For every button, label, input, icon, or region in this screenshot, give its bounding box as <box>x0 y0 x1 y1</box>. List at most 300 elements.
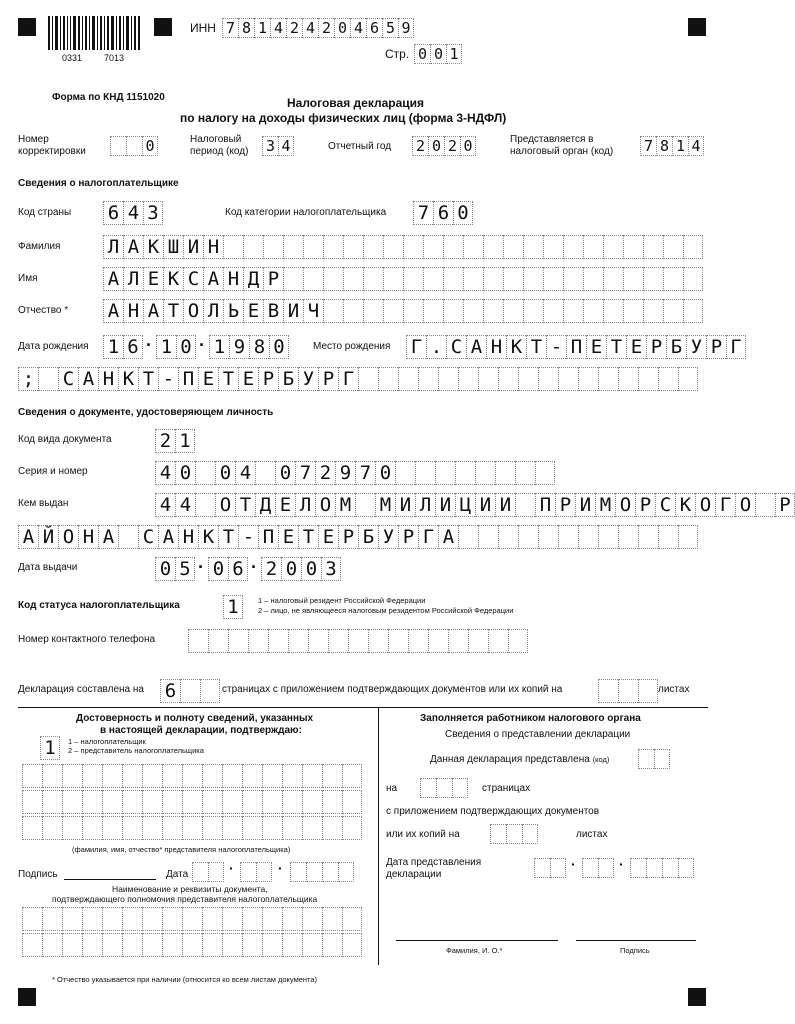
representative-name-line3[interactable] <box>22 816 362 840</box>
char-cell <box>683 267 703 291</box>
char-cell: 1 <box>223 595 243 619</box>
date-dot: · <box>198 557 204 577</box>
char-cell <box>122 933 142 957</box>
char-cell: 1 <box>175 429 195 453</box>
char-cell: Г <box>418 525 438 549</box>
char-cell: 6 <box>123 335 143 359</box>
char-cell: О <box>735 493 755 517</box>
char-cell <box>62 816 82 840</box>
birth-month-field[interactable] <box>156 335 196 359</box>
char-cell: Р <box>555 493 575 517</box>
char-cell: 9 <box>398 18 414 38</box>
char-cell <box>498 525 518 549</box>
char-cell: 0 <box>453 201 473 225</box>
char-cell <box>322 764 342 788</box>
corner-marker-top-left <box>18 18 36 36</box>
authority-field[interactable] <box>640 136 704 156</box>
char-cell <box>202 907 222 931</box>
char-cell: 5 <box>175 557 195 581</box>
char-cell <box>222 790 242 814</box>
char-cell <box>508 629 528 653</box>
char-cell <box>282 907 302 931</box>
char-cell <box>420 778 436 798</box>
char-cell <box>82 907 102 931</box>
char-cell: В <box>263 299 283 323</box>
char-cell <box>563 267 583 291</box>
char-cell: - <box>158 367 178 391</box>
char-cell: 4 <box>302 18 318 38</box>
doc-issuer-field-line1[interactable] <box>155 493 795 517</box>
char-cell <box>22 816 42 840</box>
char-cell: 2 <box>286 18 302 38</box>
char-cell: Д <box>255 493 275 517</box>
inn-label: ИНН <box>190 21 216 35</box>
char-cell: М <box>335 493 355 517</box>
birthplace-field-line2[interactable] <box>18 367 698 391</box>
char-cell: Б <box>278 367 298 391</box>
char-cell <box>202 764 222 788</box>
copies-label: или их копий на <box>386 829 460 840</box>
char-cell: Р <box>646 335 666 359</box>
char-cell: О <box>315 493 335 517</box>
char-cell <box>363 267 383 291</box>
char-cell: 0 <box>215 461 235 485</box>
birth-year-field[interactable] <box>209 335 289 359</box>
attachments-count-field[interactable] <box>598 679 658 703</box>
page-label: Стр. <box>385 47 410 61</box>
officer-sign-line[interactable] <box>576 939 696 941</box>
char-cell <box>22 790 42 814</box>
footnote: * Отчество указывается при наличии (относится ко всем листам документа) <box>52 975 318 984</box>
doc-issuer-label: Кем выдан <box>18 498 69 509</box>
birthplace-field-line1[interactable] <box>406 335 746 359</box>
char-cell <box>463 299 483 323</box>
char-cell: 3 <box>262 136 278 156</box>
form-code: Форма по КНД 1151020 <box>52 92 165 103</box>
char-cell: И <box>495 493 515 517</box>
char-cell: 0 <box>414 44 430 64</box>
correction-field[interactable] <box>110 136 158 156</box>
copies-field[interactable] <box>490 824 538 844</box>
char-cell: О <box>215 493 235 517</box>
char-cell: 1 <box>254 18 270 38</box>
char-cell <box>162 764 182 788</box>
char-cell <box>62 790 82 814</box>
char-cell: 9 <box>335 461 355 485</box>
char-cell <box>383 235 403 259</box>
char-cell <box>162 933 182 957</box>
category-label: Код категории налогоплательщика <box>225 207 387 218</box>
char-cell: Е <box>626 335 646 359</box>
char-cell: О <box>695 493 715 517</box>
char-cell: П <box>178 367 198 391</box>
form-title-line2: по налогу на доходы физических лиц (форма 3-НДФЛ) <box>180 111 507 125</box>
char-cell <box>408 629 428 653</box>
bottom-section-top-border <box>18 707 708 709</box>
char-cell <box>303 235 323 259</box>
char-cell: 2 <box>261 557 281 581</box>
char-cell: М <box>595 493 615 517</box>
date-dot: · <box>251 557 257 577</box>
char-cell: А <box>466 335 486 359</box>
pages-suffix: листах <box>658 684 690 695</box>
char-cell: К <box>675 493 695 517</box>
char-cell <box>42 764 62 788</box>
char-cell <box>302 764 322 788</box>
char-cell <box>188 629 208 653</box>
char-cell <box>583 299 603 323</box>
char-cell <box>423 299 443 323</box>
char-cell <box>638 525 658 549</box>
char-cell <box>523 299 543 323</box>
char-cell <box>678 858 694 878</box>
char-cell <box>242 933 262 957</box>
char-cell: И <box>435 493 455 517</box>
char-cell: 2 <box>318 18 334 38</box>
char-cell: А <box>143 299 163 323</box>
char-cell: Р <box>635 493 655 517</box>
char-cell <box>623 299 643 323</box>
char-cell: 7 <box>355 461 375 485</box>
char-cell: Е <box>318 525 338 549</box>
char-cell <box>538 367 558 391</box>
char-cell <box>403 267 423 291</box>
char-cell: Г <box>338 367 358 391</box>
char-cell: О <box>183 299 203 323</box>
corner-marker-bottom-right <box>688 988 706 1006</box>
char-cell: 1 <box>446 44 462 64</box>
char-cell: 4 <box>278 136 294 156</box>
char-cell: 6 <box>366 18 382 38</box>
date-dot: · <box>146 335 152 355</box>
char-cell: 1 <box>672 136 688 156</box>
char-cell: 0 <box>430 44 446 64</box>
receipt-date-label-2: декларации <box>386 869 442 880</box>
char-cell <box>378 367 398 391</box>
char-cell: Е <box>238 367 258 391</box>
authority-doc-line2[interactable] <box>22 933 362 957</box>
surname-field[interactable] <box>103 235 703 259</box>
char-cell <box>403 235 423 259</box>
char-cell <box>142 933 162 957</box>
char-cell: Е <box>586 335 606 359</box>
char-cell <box>282 764 302 788</box>
char-cell <box>262 933 282 957</box>
char-cell: 0 <box>155 557 175 581</box>
doc-issuer-field-line2[interactable] <box>18 525 698 549</box>
char-cell <box>515 461 535 485</box>
char-cell <box>683 235 703 259</box>
doc-series-field[interactable] <box>155 461 555 485</box>
authority-doc-line1[interactable] <box>22 907 362 931</box>
char-cell <box>306 862 322 882</box>
char-cell <box>403 299 423 323</box>
pages-received-field[interactable] <box>420 778 468 798</box>
char-cell <box>262 764 282 788</box>
char-cell: 6 <box>228 557 248 581</box>
char-cell <box>38 367 58 391</box>
char-cell: О <box>615 493 635 517</box>
char-cell <box>543 299 563 323</box>
char-cell: 0 <box>428 136 444 156</box>
char-cell: 4 <box>270 18 286 38</box>
char-cell: А <box>123 235 143 259</box>
char-cell <box>42 933 62 957</box>
char-cell <box>343 235 363 259</box>
char-cell <box>578 367 598 391</box>
representative-name-line1[interactable] <box>22 764 362 788</box>
char-cell: Р <box>258 367 278 391</box>
char-cell <box>122 790 142 814</box>
char-cell: Т <box>218 525 238 549</box>
char-cell: Ч <box>303 299 323 323</box>
char-cell: 0 <box>175 461 195 485</box>
char-cell <box>518 525 538 549</box>
corner-marker-bottom-left <box>18 988 36 1006</box>
birthdate-label: Дата рождения <box>18 341 89 352</box>
char-cell <box>418 367 438 391</box>
char-cell: 4 <box>175 493 195 517</box>
char-cell: С <box>183 267 203 291</box>
char-cell: П <box>566 335 586 359</box>
char-cell <box>302 933 322 957</box>
char-cell: 1 <box>103 335 123 359</box>
sheets-label: листах <box>576 829 608 840</box>
name-label: Имя <box>18 273 38 284</box>
receipt-date-day[interactable] <box>534 858 566 878</box>
char-cell: Н <box>223 267 243 291</box>
char-cell <box>110 136 126 156</box>
receipt-date-year[interactable] <box>630 858 694 878</box>
char-cell <box>303 267 323 291</box>
status-field[interactable] <box>223 595 243 619</box>
char-cell <box>126 136 142 156</box>
char-cell <box>534 858 550 878</box>
char-cell <box>563 299 583 323</box>
char-cell: 0 <box>275 461 295 485</box>
char-cell: Т <box>235 493 255 517</box>
receipt-date-label-1: Дата представления <box>386 857 482 868</box>
char-cell: А <box>103 267 123 291</box>
char-cell <box>578 525 598 549</box>
char-cell <box>663 299 683 323</box>
char-cell <box>182 790 202 814</box>
category-field[interactable] <box>413 201 473 225</box>
char-cell: Л <box>103 235 123 259</box>
year-field[interactable] <box>412 136 476 156</box>
char-cell: Т <box>606 335 626 359</box>
char-cell <box>122 907 142 931</box>
char-cell: Т <box>163 299 183 323</box>
char-cell <box>643 267 663 291</box>
fio-caption: (фамилия, имя, отчество* представителя налогоплательщика) <box>72 845 291 854</box>
char-cell <box>475 461 495 485</box>
char-cell <box>118 525 138 549</box>
issue-year-field[interactable] <box>261 557 341 581</box>
phone-field[interactable] <box>188 629 528 653</box>
char-cell <box>598 858 614 878</box>
char-cell <box>342 764 362 788</box>
doc-issue-date-label: Дата выдачи <box>18 562 78 573</box>
date-dot: · <box>229 860 234 876</box>
char-cell <box>182 764 202 788</box>
char-cell <box>282 933 302 957</box>
char-cell: К <box>118 367 138 391</box>
char-cell <box>435 461 455 485</box>
officer-sign-caption: Подпись <box>620 946 650 955</box>
char-cell <box>322 933 342 957</box>
char-cell <box>506 824 522 844</box>
char-cell <box>208 862 224 882</box>
char-cell <box>182 816 202 840</box>
char-cell <box>646 858 662 878</box>
birthplace-label: Место рождения <box>313 341 391 352</box>
confirm-date-month[interactable] <box>240 862 272 882</box>
representative-name-line2[interactable] <box>22 790 362 814</box>
char-cell <box>603 235 623 259</box>
char-cell <box>468 629 488 653</box>
confirm-field[interactable] <box>40 736 60 760</box>
char-cell <box>343 299 363 323</box>
presented-label: Данная декларация представлена (код) <box>430 754 610 765</box>
page-number-field[interactable] <box>414 44 462 64</box>
char-cell <box>436 778 452 798</box>
char-cell <box>498 367 518 391</box>
char-cell: Р <box>318 367 338 391</box>
char-cell: 6 <box>103 201 123 225</box>
char-cell: 7 <box>413 201 433 225</box>
char-cell <box>22 764 42 788</box>
char-cell: 7 <box>295 461 315 485</box>
char-cell <box>102 933 122 957</box>
char-cell <box>490 824 506 844</box>
pages-prefix: Декларация составлена на <box>18 684 144 695</box>
char-cell <box>598 367 618 391</box>
doc-type-label: Код вида документа <box>18 434 112 445</box>
char-cell <box>242 907 262 931</box>
char-cell: Л <box>415 493 435 517</box>
char-cell: Л <box>295 493 315 517</box>
char-cell <box>550 858 566 878</box>
char-cell <box>358 367 378 391</box>
issue-month-field[interactable] <box>208 557 248 581</box>
char-cell: К <box>143 235 163 259</box>
doc-type-field[interactable] <box>155 429 195 453</box>
char-cell <box>478 367 498 391</box>
pages-count-field[interactable] <box>160 679 220 703</box>
confirm-date-day[interactable] <box>192 862 224 882</box>
char-cell: 1 <box>40 736 60 760</box>
char-cell: 7 <box>640 136 656 156</box>
char-cell <box>518 367 538 391</box>
char-cell <box>503 235 523 259</box>
patronymic-field[interactable] <box>103 299 703 323</box>
char-cell <box>683 299 703 323</box>
char-cell: Е <box>275 493 295 517</box>
period-field[interactable] <box>262 136 294 156</box>
patronymic-label: Отчество * <box>18 305 69 316</box>
char-cell: А <box>438 525 458 549</box>
officer-name-line[interactable] <box>396 939 558 941</box>
char-cell <box>208 629 228 653</box>
phone-label: Номер контактного телефона <box>18 634 156 645</box>
char-cell <box>458 367 478 391</box>
name-field[interactable] <box>103 267 703 291</box>
char-cell <box>582 858 598 878</box>
on-label: на <box>386 783 398 794</box>
char-cell: А <box>103 299 123 323</box>
char-cell: . <box>426 335 446 359</box>
char-cell <box>142 790 162 814</box>
char-cell <box>643 235 663 259</box>
char-cell: 1 <box>156 335 176 359</box>
char-cell <box>478 525 498 549</box>
char-cell: 0 <box>142 136 158 156</box>
char-cell <box>543 235 563 259</box>
signature-line[interactable] <box>64 878 156 880</box>
char-cell: 0 <box>269 335 289 359</box>
char-cell <box>22 933 42 957</box>
char-cell <box>192 862 208 882</box>
char-cell <box>654 749 670 769</box>
issue-day-field[interactable] <box>155 557 195 581</box>
char-cell: ; <box>18 367 38 391</box>
char-cell: А <box>18 525 38 549</box>
birth-day-field[interactable] <box>103 335 143 359</box>
char-cell: А <box>98 525 118 549</box>
presented-code-field[interactable] <box>638 749 670 769</box>
char-cell: Ц <box>455 493 475 517</box>
date-dot: · <box>199 335 205 355</box>
char-cell <box>368 629 388 653</box>
bottom-section-divider <box>378 707 380 965</box>
char-cell <box>398 367 418 391</box>
char-cell <box>180 679 200 703</box>
country-field[interactable] <box>103 201 163 225</box>
confirm-date-year[interactable] <box>290 862 354 882</box>
char-cell: 8 <box>249 335 269 359</box>
char-cell <box>515 493 535 517</box>
corner-marker-top-right <box>688 18 706 36</box>
char-cell <box>603 267 623 291</box>
char-cell <box>522 824 538 844</box>
char-cell <box>523 267 543 291</box>
char-cell <box>503 299 523 323</box>
char-cell <box>62 764 82 788</box>
char-cell <box>543 267 563 291</box>
inn-field[interactable] <box>222 18 414 38</box>
char-cell <box>598 525 618 549</box>
char-cell: 0 <box>460 136 476 156</box>
receipt-date-month[interactable] <box>582 858 614 878</box>
char-cell <box>256 862 272 882</box>
char-cell <box>323 235 343 259</box>
char-cell <box>202 933 222 957</box>
char-cell: И <box>475 493 495 517</box>
char-cell <box>658 525 678 549</box>
char-cell <box>678 525 698 549</box>
char-cell: 0 <box>176 335 196 359</box>
char-cell: У <box>298 367 318 391</box>
char-cell <box>202 790 222 814</box>
char-cell <box>383 299 403 323</box>
char-cell <box>142 907 162 931</box>
char-cell <box>643 299 663 323</box>
char-cell <box>342 790 362 814</box>
char-cell <box>395 461 415 485</box>
char-cell <box>82 790 102 814</box>
char-cell <box>323 267 343 291</box>
